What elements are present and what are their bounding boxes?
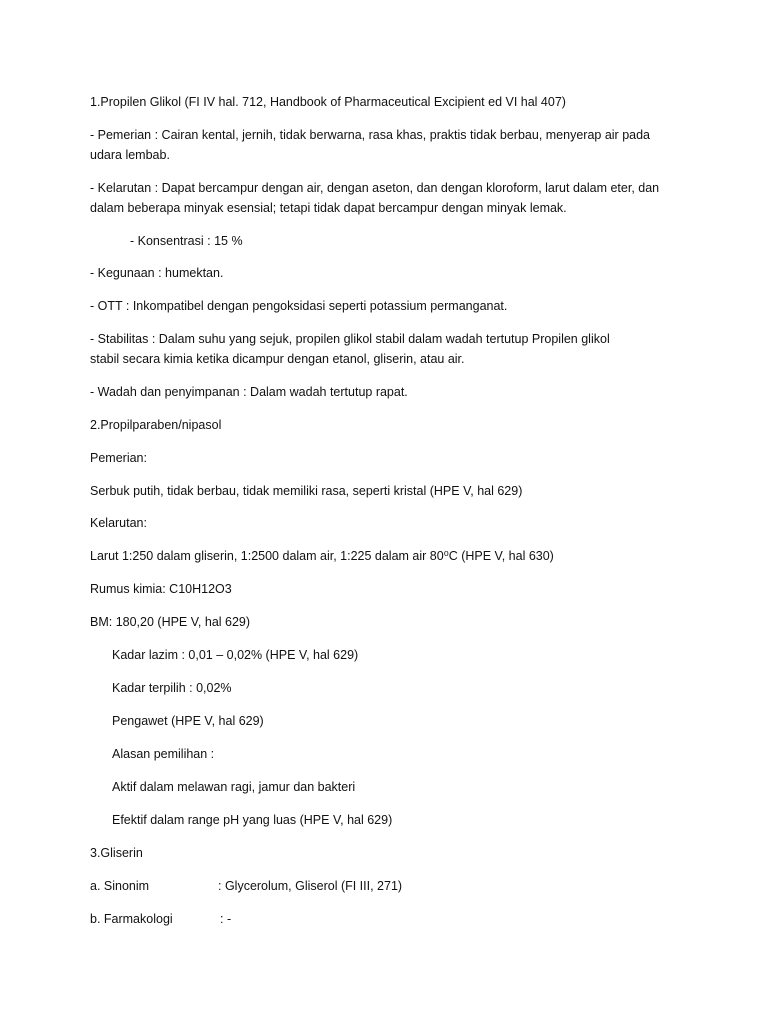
aktif-line: Aktif dalam melawan ragi, jamur dan bakteri	[112, 780, 356, 794]
pengawet-line: Pengawet (HPE V, hal 629)	[112, 714, 264, 728]
konsentrasi-line: - Konsentrasi : 15 %	[130, 234, 243, 248]
heading-propilen-glikol: 1.Propilen Glikol (FI IV hal. 712, Handbook of Pharmaceutical Excipient ed VI hal 407)	[90, 95, 566, 109]
heading-propilparaben: 2.Propilparaben/nipasol	[90, 418, 222, 432]
heading-gliserin: 3.Gliserin	[90, 846, 143, 860]
kadar-terpilih-line: Kadar terpilih : 0,02%	[112, 681, 232, 695]
sinonim-label: a. Sinonim	[90, 879, 150, 893]
pemerian-label: Pemerian:	[90, 451, 147, 465]
farmakologi-label: b. Farmakologi	[90, 912, 173, 926]
pemerian-text: Serbuk putih, tidak berbau, tidak memiliki rasa, seperti kristal (HPE V, hal 629)	[90, 484, 523, 498]
kelarutan-text: Larut 1:250 dalam gliserin, 1:2500 dalam air, 1:225 dalam air 80⁰C (HPE V, hal 630)	[90, 549, 554, 563]
kelarutan-label: Kelarutan:	[90, 516, 147, 530]
wadah-line: - Wadah dan penyimpanan : Dalam wadah tertutup rapat.	[90, 385, 408, 399]
kegunaan-line: - Kegunaan : humektan.	[90, 266, 224, 280]
pemerian-line: - Pemerian : Cairan kental, jernih, tidak berwarna, rasa khas, praktis tidak berbau, menyerap air pada	[90, 128, 651, 142]
pemerian-line-cont: udara lembab.	[90, 148, 170, 162]
efektif-line: Efektif dalam range pH yang luas (HPE V, hal 629)	[112, 813, 393, 827]
kadar-lazim-line: Kadar lazim : 0,01 – 0,02% (HPE V, hal 629)	[112, 648, 359, 662]
bm-line: BM: 180,20 (HPE V, hal 629)	[90, 615, 251, 629]
ott-line: - OTT : Inkompatibel dengan pengoksidasi seperti potassium permanganat.	[90, 299, 508, 313]
farmakologi-value: : -	[220, 912, 232, 926]
kelarutan-line: - Kelarutan : Dapat bercampur dengan air, dengan aseton, dan dengan kloroform, larut dalam eter, dan	[90, 181, 660, 195]
alasan-pemilihan-line: Alasan pemilihan :	[112, 747, 215, 761]
stabilitas-line-cont: stabil secara kimia ketika dicampur dengan etanol, gliserin, atau air.	[90, 352, 465, 366]
sinonim-value: : Glycerolum, Gliserol (FI III, 271)	[218, 879, 403, 893]
rumus-kimia-line: Rumus kimia: C10H12O3	[90, 582, 232, 596]
kelarutan-line-cont: dalam beberapa minyak esensial; tetapi tidak dapat bercampur dengan minyak lemak.	[90, 201, 567, 215]
stabilitas-line: - Stabilitas : Dalam suhu yang sejuk, propilen glikol stabil dalam wadah tertutup Propilen glikol	[90, 332, 610, 346]
